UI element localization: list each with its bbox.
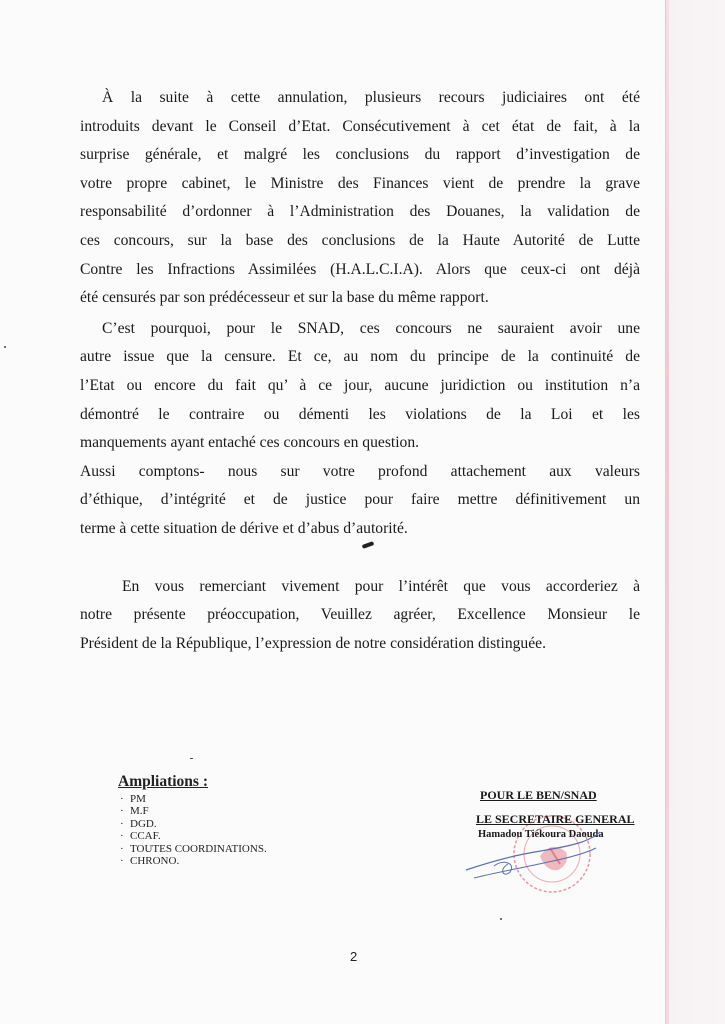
text-line: manquements ayant entaché ces concours en question. [80,434,420,452]
text-line: Aussi comptons- nous sur votre profond attachement aux valeurs [80,462,640,480]
list-item: · DGD. [120,817,157,830]
list-item: · TOUTES COORDINATIONS. [120,842,267,855]
text-line: été censurés par son prédécesseur et sur la base du même rapport. [80,289,489,307]
ampliations-title: Ampliations : [118,773,208,790]
text-line: autre issue que la censure. Et ce, au nom du principe de la continuité de [80,348,640,366]
page-number: 2 [350,949,358,964]
ampliations-list [118,773,267,867]
signatory-name: Hamadou Tiékoura Daouda [478,829,604,840]
text-line: l’Etat ou encore du fait qu’ à ce jour, aucune juridiction ou institution n’a [80,376,640,394]
text-line: terme à cette situation de dérive et d’abus d’autorité. [80,519,408,537]
list-item: · CCAF. [120,830,161,843]
text-line: C’est pourquoi, pour le SNAD, ces concours ne sauraient avoir une [102,319,640,337]
page-edge-streak [666,0,669,1024]
text-line: d’éthique, d’intégrité et de justice pour faire mettre définitivement un [80,491,640,509]
list-item: · CHRONO. [120,854,180,867]
text-line: Contre les Infractions Assimilées (H.A.L.C.I.A). Alors que ceux-ci ont déjà [80,260,640,278]
text-line: En vous remerciant vivement pour l’intérêt que vous accorderiez à [122,577,640,595]
text-line: responsabilité d’ordonner à l’Administration des Douanes, la validation de [80,203,640,221]
signature-line-2: LE SECRETAIRE GENERAL [476,812,635,826]
signature-line-1: POUR LE BEN/SNAD [480,788,597,802]
handwritten-signature [464,818,624,888]
paragraph-2 [80,315,640,458]
paragraph-3 [80,458,640,544]
page-edge [663,0,725,1024]
text-line: À la suite à cette annulation, plusieurs recours judiciaires ont été [102,89,640,106]
letter-body [80,84,640,658]
paragraph-4 [80,573,640,659]
text-line: ces concours, sur la base des conclusions de la Haute Autorité de Lutte [80,231,640,249]
signature-block [470,788,660,898]
list-item: · M.F [120,805,149,818]
text-line: introduits devant le Conseil d’Etat. Consécutivement à cet état de fait, à la [80,117,640,135]
paragraph-1 [80,84,640,313]
list-item: · PM [120,793,146,805]
text-line: notre présente préoccupation, Veuillez agréer, Excellence Monsieur le [80,606,640,624]
text-line: votre propre cabinet, le Ministre des Finances vient de prendre la grave [80,174,640,192]
text-line: Président de la République, l’expression de notre considération distinguée. [80,634,546,652]
text-line: démontré le contraire ou démenti les violations de la Loi et les [80,405,640,423]
text-line: surprise générale, et malgré les conclusions du rapport d’investigation de [80,146,640,164]
